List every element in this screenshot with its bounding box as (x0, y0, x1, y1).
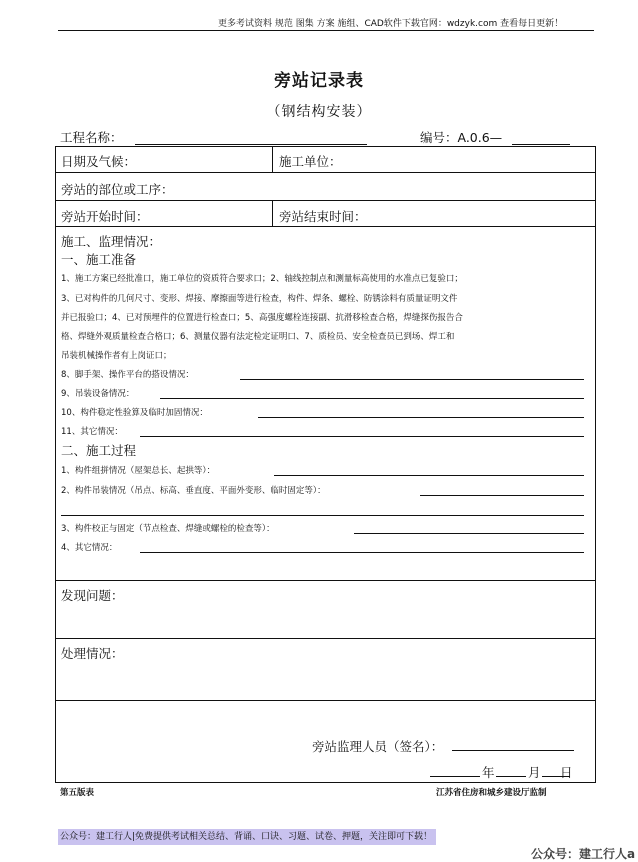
page-title: 旁站记录表 (274, 71, 364, 91)
prep-line-4: 格、焊缝外观质量检查合格口；6、测量仪器有法定检定证明口、7、质检员、安全检查员已到场、焊工和 (61, 332, 455, 342)
prep-line-5: 吊装机械操作者有上岗证口； (61, 351, 172, 361)
construction-unit-label: 施工单位： (279, 154, 342, 169)
project-name-label: 工程名称： (60, 130, 123, 145)
year-label: 年 (482, 765, 495, 780)
item11-field[interactable] (140, 436, 584, 437)
item10-field[interactable] (258, 417, 584, 418)
proc3-field[interactable] (354, 533, 584, 534)
watermark: 公众号：建工行人a (531, 847, 636, 861)
prep-line-1: 1、施工方案已经批准口，施工单位的资质符合要求口；2、轴线控制点和测量标高使用的水准点已复验口； (61, 274, 463, 284)
footer-banner: 公众号：建工行人|免费提供考试相关总结、背诵、口诀、习题、试卷、押题，关注即可下载！ (58, 829, 436, 845)
supervisor-label: 旁站监理人员（签名）： (312, 739, 444, 754)
section1-title: 一、施工准备 (61, 252, 137, 267)
prep-line-2: 3、已对构件的几何尺寸、变形、焊接、摩擦面等进行检查，构件、焊条、螺栓、防锈涂料有质量证明文件 (61, 294, 458, 304)
row-line-5 (55, 638, 596, 639)
proc2-label: 2、构件吊装情况（吊点、标高、垂直度、平面外变形、临时固定等）： (61, 486, 326, 496)
supervision-label: 施工、监理情况： (61, 234, 162, 249)
row-line-6 (55, 700, 596, 701)
proc1-label: 1、构件组拼情况（屋架总长、起拱等）： (61, 466, 216, 476)
supervisor-signature-field[interactable] (452, 750, 574, 751)
row-line-3 (55, 226, 596, 227)
section2-title: 二、施工过程 (61, 443, 137, 458)
page-subtitle: （钢结构安装） (266, 104, 372, 120)
col-divider-1 (272, 146, 273, 172)
item8-field[interactable] (240, 379, 584, 380)
handling-label: 处理情况： (61, 646, 124, 661)
month-label: 月 (528, 765, 541, 780)
header-note: 更多考试资料 规范 图集 方案 施组、CAD软件下载官网：wdzyk.com 查看每日更新！ (218, 19, 564, 29)
proc2-field-extra[interactable] (61, 515, 584, 516)
edition-label: 第五版表 (60, 788, 95, 798)
date-weather-label: 日期及气候： (61, 154, 137, 169)
prep-line-3: 并已报验口；4、已对预埋件的位置进行检查口；5、高强度螺栓连接副、抗滑移检查合格，焊缝探伤报告合 (61, 313, 463, 323)
item9-field[interactable] (160, 398, 584, 399)
year-field[interactable] (430, 776, 480, 777)
item8-label: 8、脚手架、操作平台的搭设情况： (61, 370, 194, 380)
number-label: 编号：A.0.6— (420, 130, 503, 145)
issues-label: 发现问题： (61, 588, 124, 603)
proc1-field[interactable] (274, 475, 584, 476)
proc2-field[interactable] (420, 495, 584, 496)
location-label: 旁站的部位或工序： (61, 182, 174, 197)
item9-label: 9、吊装设备情况： (61, 389, 135, 399)
start-time-label: 旁站开始时间： (61, 209, 149, 224)
proc4-field[interactable] (140, 552, 584, 553)
proc4-label: 4、其它情况： (61, 543, 118, 553)
item10-label: 10、构件稳定性验算及临时加固情况： (61, 408, 208, 418)
header-rule (58, 30, 594, 31)
row-line-4 (55, 580, 596, 581)
issuer-label: 江苏省住房和城乡建设厅监制 (436, 788, 547, 798)
col-divider-2 (272, 200, 273, 226)
item11-label: 11、其它情况： (61, 427, 123, 437)
end-time-label: 旁站结束时间： (279, 209, 367, 224)
month-field[interactable] (496, 776, 526, 777)
proc3-label: 3、构件校正与固定（节点检查、焊缝或螺栓的检查等）： (61, 524, 275, 534)
day-label: 日 (560, 765, 573, 780)
row-line-2 (55, 200, 596, 201)
number-field[interactable] (512, 144, 570, 145)
row-line-1 (55, 172, 596, 173)
project-name-field[interactable] (135, 144, 367, 145)
